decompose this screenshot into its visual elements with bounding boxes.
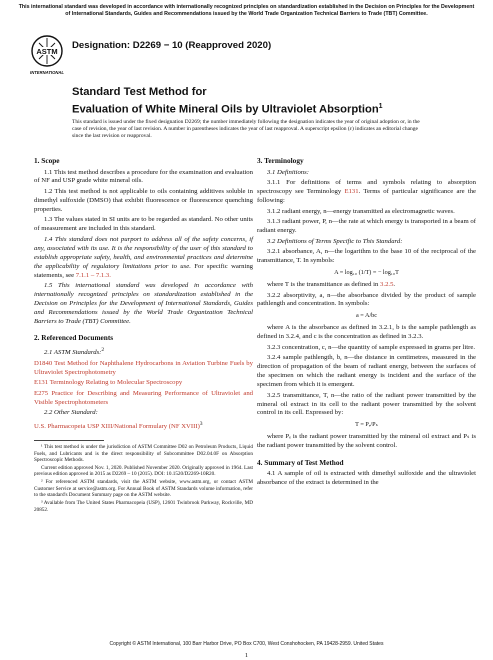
para-3-1-3: 3.1.3 radiant power, P, n—the rate at which energy is transported in a beam of radiant energy. — [257, 218, 476, 234]
ref-e275[interactable]: E275 Practice for Describing and Measuring Performance of Ultraviolet and Visible Spectrophotometers — [34, 389, 254, 406]
para-3-1-1: 3.1.1 For definitions of terms and symbols relating to absorption spectroscopy see Terminology E131. Terms of particular significance are the following: — [257, 179, 477, 204]
svg-text:INTERNATIONAL: INTERNATIONAL — [30, 70, 64, 75]
para-3-2-2: 3.2.2 absorptivity, a, n—the absorbance divided by the product of sample pathlength and concentration. In symbols: — [257, 291, 476, 308]
para-2-1: 2.1 ASTM Standards:$^2$ — [44, 346, 105, 357]
e131-link[interactable]: E131 — [344, 188, 359, 195]
section-link-325[interactable]: 3.2.5 — [380, 280, 394, 288]
para-3-1: 3.1 Definitions: — [267, 168, 309, 176]
footnote-2: ² For referenced ASTM standards, visit the ASTM website, www.astm.org, or contact ASTM Customer Service at service@astm.org. For Annual Book of ASTM Standards volume information, refer to the standard's Document Summary page on the ASTM website. — [34, 479, 253, 499]
para-3-1-2: 3.1.2 radiant energy, n—energy transmitted as electromagnetic waves. — [267, 207, 455, 215]
terminology-heading: 3. Terminology — [257, 156, 304, 165]
para-1-4: 1.4 This standard does not purport to address all of the safety concerns, if any, associated with its use. It is the responsibility of the user of this standard to establish appropriate safety, health, and environmental practices and determine the applicability of regulatory limitations prior to use. For specific warning statements, see 7.1.1 – 7.1.3. — [34, 235, 254, 279]
designation: Designation: D2269 − 10 (Reapproved 2020) — [72, 40, 272, 51]
ref-d1840[interactable]: D1840 Test Method for Naphthalene Hydrocarbons in Aviation Turbine Fuels by Ultraviolet Spectrophotometry — [34, 359, 253, 376]
para-3-2-5b: where Pₑ is the radiant power transmitted by the mineral oil extract and Pₛ is the radiant power transmitted by the solvent control. — [257, 433, 476, 450]
para-3-2-5: 3.2.5 transmittance, T, n—the ratio of the radiant power transmitted by the mineral oil extract in its cell to the radiant power transmitted by the solvent control in its cell. Expressed by: — [257, 391, 476, 417]
footnote-rule — [34, 440, 104, 441]
copyright-footer: Copyright © ASTM International, 100 Barr Harbor Drive, PO Box C700, West Conshohocken, PA 19428-2959. United States — [109, 641, 384, 647]
para-3-2: 3.2 Definitions of Terms Specific to This Standard: — [267, 237, 403, 245]
para-1-5: 1.5 This international standard was developed in accordance with internationally recognized principles on standardization established in the Decision on Principles for the Development of International Standards, Guides and Recommendations issued by the World Trade Organization Technical Barriers to Trade (TBT) Committee. — [34, 282, 253, 325]
footnote-3: ³ Available from The United States Pharmacopeia (USP), 12601 Twinbrook Parkway, Rockville, MD 20852. — [34, 500, 253, 513]
summary-heading: 4. Summary of Test Method — [257, 457, 344, 467]
title-line-1: Standard Test Method for — [72, 86, 207, 98]
para-2-2: 2.2 Other Standard: — [44, 409, 98, 417]
document-title — [72, 86, 383, 117]
para-3-2-2b: where A is the absorbance as defined in 3.2.1, b is the sample pathlength as defined in 3.2.4, and c is the concentration as defined in 3.2.3. — [257, 324, 476, 341]
page-number: 1 — [244, 652, 249, 659]
scope-heading: 1. Scope — [34, 156, 60, 165]
para-3-2-4: 3.2.4 sample pathlength, b, n—the distance in centimetres, measured in the direction of propagation of the beam of radiant energy, between the surfaces of the specimen on which the radiant energy is incident and the surface of the specimen from which it is emergent. — [257, 354, 476, 389]
left-column — [34, 157, 253, 515]
astm-logo — [30, 34, 64, 78]
ref-usp[interactable]: U.S. Pharmacopeia USP XIII/National Formulary (NF XVIII)$^3$ — [34, 420, 203, 431]
para-3-2-3: 3.2.3 concentration, c, n—the quantity of sample expressed in grams per litre. — [267, 343, 475, 351]
title-line-2: Evaluation of White Mineral Oils by Ultraviolet Absorption$^1$ — [72, 102, 383, 116]
equation-absorptivity: a = A/bc — [355, 312, 377, 320]
footnote-1b: Current edition approved Nov. 1, 2020. Published November 2020. Originally approved in 1964. Last previous edition approved in 2015 as D2269 – 10 (2015). DOI: 10.1520/D2269-10R20. — [34, 464, 253, 478]
para-3-2-1: 3.2.1 absorbance, A, n—the logarithm to the base 10 of the reciprocal of the transmittance, T. In symbols: — [257, 248, 476, 265]
footnote-1: ¹ This test method is under the jurisdiction of ASTM Committee D02 on Petroleum Products, Liquid Fuels, and Lubricants and is the direct responsibility of Subcommittee D02.04.0F on Absorption Spectroscopic Methods. — [34, 444, 253, 463]
para-1-3: 1.3 The values stated in SI units are to be regarded as standard. No other units of measurement are included in this standard. — [34, 216, 253, 233]
para-1-2: 1.2 This test method is not applicable to oils containing additives soluble in dimethyl sulfoxide (DMSO) that exhibit fluorescence or fluorescence quenching properties. — [34, 188, 253, 213]
wto-notice: This international standard was developed in accordance with internationally recognized principles on standardization established in the Decision on Principles for the Development of International Standards, Guides and Recommendations issued by the World Trade Organization Technical Barriers to Trade (TBT) Committee. — [18, 4, 475, 17]
section-link[interactable]: 7.1.1 – 7.1.3. — [75, 271, 111, 279]
equation-absorbance: A = log₁₀ (1/T) = − log₁₀T — [334, 269, 399, 276]
referenced-docs-heading: 2. Referenced Documents — [34, 333, 114, 343]
para-3-2-1b: where T is the transmittance as defined in 3.2.5. — [267, 280, 396, 288]
para-4-1: 4.1 A sample of oil is extracted with dimethyl sulfoxide and the ultraviolet absorbance of the extract is determined in the — [257, 470, 476, 487]
ref-e131[interactable]: E131 Terminology Relating to Molecular Spectroscopy — [34, 379, 183, 387]
equation-transmittance: T = Pₑ/Pₛ — [355, 421, 378, 429]
issued-statement: This standard is issued under the fixed designation D2269; the number immediately following the designation indicates the year of original adoption or, in the case of revision, the year of last revision. A number in parentheses indicates the year of last reapproval. A superscript epsilon (ε) indicates an editorial change since the last revision or reapproval. — [72, 119, 420, 139]
right-column — [257, 157, 476, 490]
svg-text:ASTM: ASTM — [36, 47, 58, 56]
para-1-1: 1.1 This test method describes a procedure for the examination and evaluation of NF and USP grade white mineral oils. — [34, 168, 253, 185]
